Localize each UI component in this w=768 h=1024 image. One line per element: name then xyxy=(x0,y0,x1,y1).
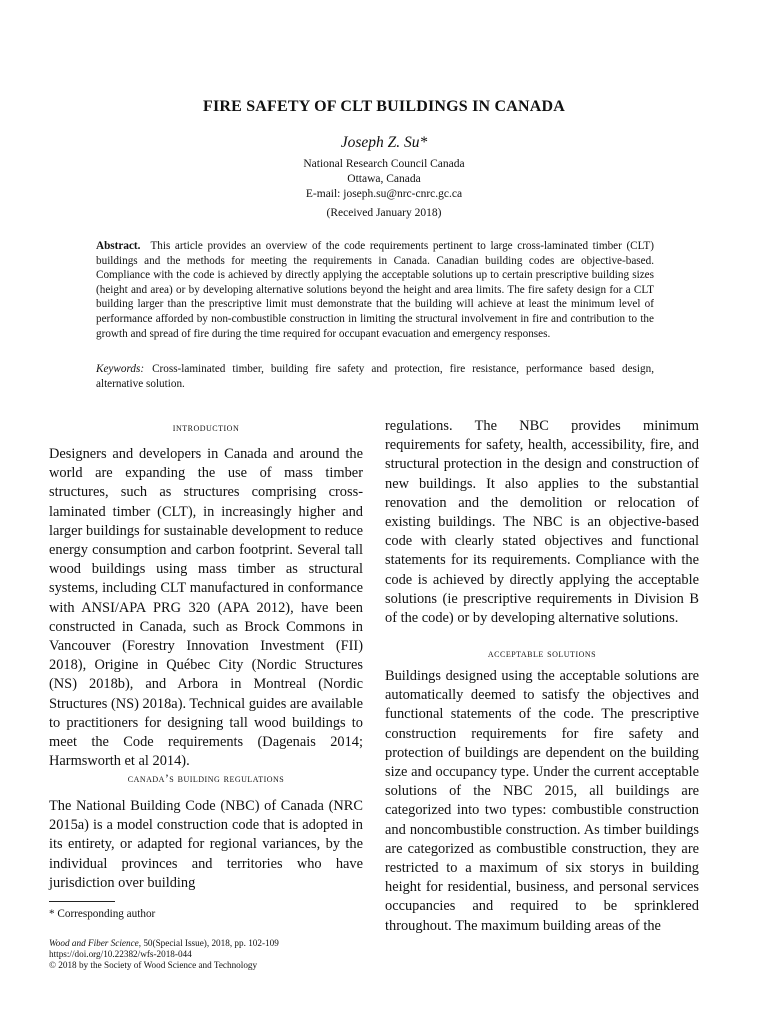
doi-link[interactable]: https://doi.org/10.22382/wfs-2018-044 xyxy=(49,949,192,959)
copyright: © 2018 by the Society of Wood Science and Technology xyxy=(49,960,258,970)
affiliation-institution: National Research Council Canada xyxy=(303,158,465,170)
introduction-heading: introduction xyxy=(172,422,240,434)
author-name: Joseph Z. Su* xyxy=(340,134,428,151)
keywords-label: Keywords: xyxy=(96,363,145,375)
regulations-heading: canada’s building regulations xyxy=(127,773,285,785)
acceptable-solutions-text: Buildings designed using the acceptable solutions are automatically deemed to satisfy the objectives and functional statements of the code. The prescriptive construction requirements for fire safety and protection of buildings are dependent on the building size and occupancy type. Under the current acceptable solutions of the NBC 2015, all buildings are categorized into two types: combustible construction and noncombustible construction. As timber buildings are categorized as combustible construction, they are restricted to a maximum of six storys in building height for residential, business, and personal services occupancies and required to be sprinklered throughout. The maximum building areas of the xyxy=(385,668,699,934)
journal-name: Wood and Fiber Science, xyxy=(49,938,142,948)
footnote-rule xyxy=(49,901,115,902)
affiliation-email: E-mail: joseph.su@nrc-cnrc.gc.ca xyxy=(305,188,463,200)
journal-details: 50(Special Issue), 2018, pp. 102-109 xyxy=(143,938,279,948)
abstract xyxy=(96,239,654,341)
introduction-text: Designers and developers in Canada and around the world are expanding the use of mass timber structures, such as structures comprising cross-laminated timber (CLT), in increasingly higher and larger buildings for sustainable development to reduce energy consumption and carbon footprint. Several tall wood buildings using mass timber as structural systems, including CLT manufactured in conformance with ANSI/APA PRG 320 (APA 2012), have been constructed in Canada, such as Brock Commons in Vancouver (Forestry Innovation Investment (FII) 2018), Origine in Québec City (Nordic Structures (NS) 2018b), and Arbora in Montreal (Nordic Structures (NS) 2018a). Technical guides are available to practitioners for designing tall wood buildings to meet the Code requirements (Dagenais 2014; Harmsworth et al 2014). xyxy=(49,446,364,770)
regulations-text-right: regulations. The NBC provides minimum requirements for safety, health, accessibility, fire, and structural protection in the design and construction of new buildings. It also applies to the substantial renovation and the demolition or relocation of existing buildings. The NBC is an objective-based code with clearly stated objectives and functional statements for its requirements. Compliance with the code is achieved by directly applying the acceptable solutions (ie prescriptive requirements in Division B of the code) or by developing alternative solutions. xyxy=(385,418,699,627)
author-affiliation xyxy=(0,157,768,202)
journal-info xyxy=(49,938,279,971)
footnote: * Corresponding author xyxy=(49,908,156,920)
abstract-label: Abstract. xyxy=(96,240,141,252)
acceptable-solutions-heading: acceptable solutions xyxy=(487,648,597,660)
paper-title: FIRE SAFETY OF CLT BUILDINGS IN CANADA xyxy=(202,98,566,115)
received-date: (Received January 2018) xyxy=(326,207,442,219)
regulations-text-left: The National Building Code (NBC) of Canada (NRC 2015a) is a model construction code that is adopted in its entirety, or adapted for regional variances, by the individual provinces and territories who have jurisdiction over building xyxy=(49,798,363,891)
affiliation-location: Ottawa, Canada xyxy=(347,173,421,185)
keywords xyxy=(96,362,654,391)
abstract-text: This article provides an overview of the code requirements pertinent to large cross-laminated timber (CLT) buildings and the methods for meeting the requirements in Canada. Canadian building codes are objective-based. Compliance with the code is achieved by directly applying the acceptable solutions up to certain prescriptive building sizes (height and area) or by developing alternative solutions beyond the height and area limits. The fire safety design for a CLT building larger than the prescriptive limit must demonstrate that the building will achieve at least the minimum level of performance afforded by non-combustible construction in limiting the structural involvement in fire and contribution to the growth and spread of fire during the time required for occupant evacuation and emergency responses. xyxy=(96,240,654,340)
keywords-text: Cross-laminated timber, building fire safety and protection, fire resistance, performance based design, alternative solution. xyxy=(96,363,654,390)
